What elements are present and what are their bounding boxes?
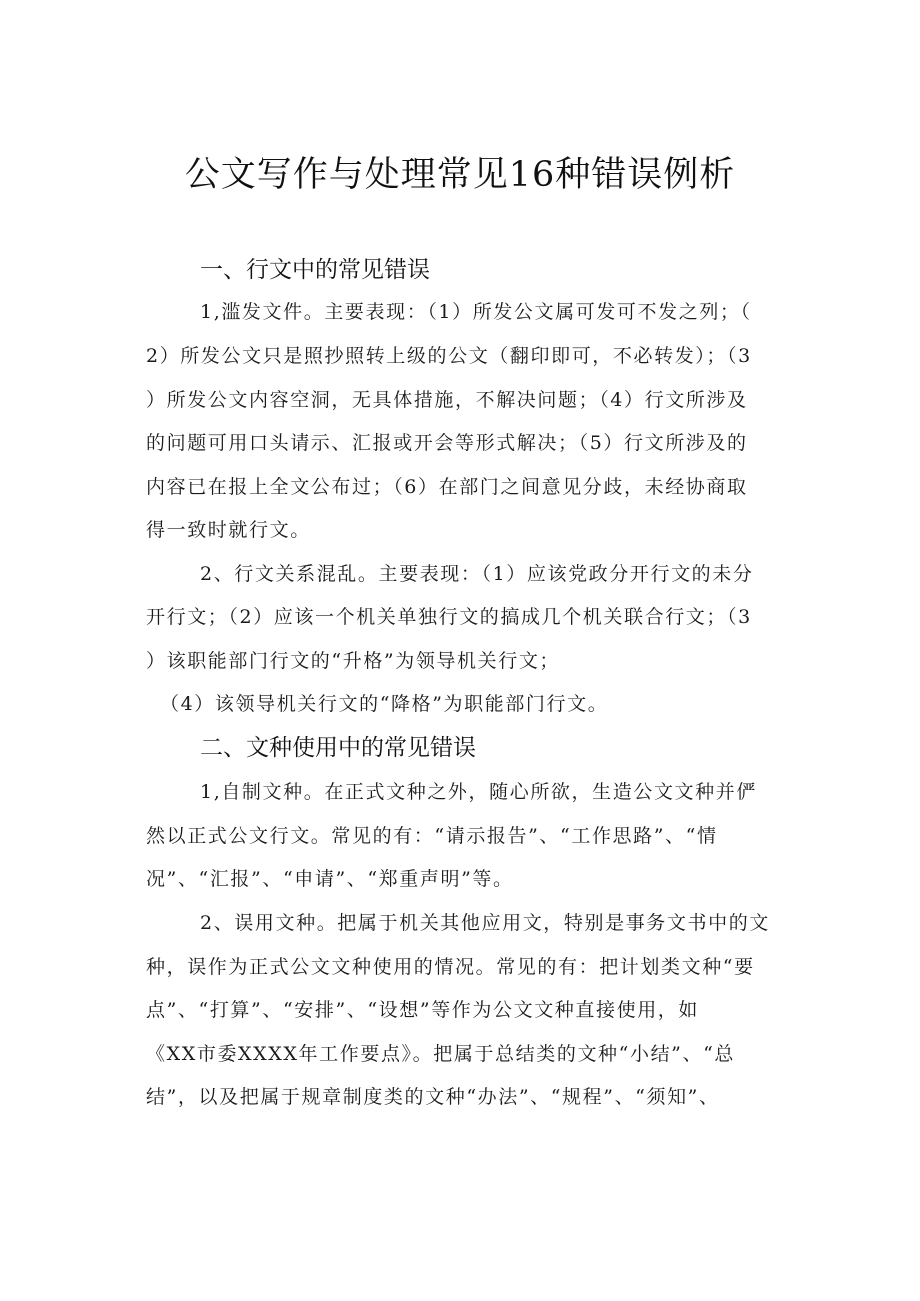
paragraph-line: 2）所发公文只是照抄照转上级的公文（翻印即可，不必转发）；（3: [146, 345, 752, 367]
paragraph-line: 《XX市委XXXX年工作要点》。把属于总结类的文种“小结”、“总: [146, 1043, 735, 1065]
paragraph-line: 1,滥发文件。主要表现：（1）所发公文属可发可不发之列；（: [200, 301, 752, 323]
paragraph-line: ）该职能部门行文的“升格”为领导机关行文；: [146, 650, 561, 672]
paragraph-line: 2、行文关系混乱。主要表现：（1）应该党政分开行文的未分: [200, 563, 754, 585]
paragraph-line: 结”，以及把属于规章制度类的文种“办法”、“规程”、“须知”、: [146, 1086, 720, 1108]
paragraph-line: 得一致时就行文。: [146, 519, 311, 541]
section-1-heading: 一、行文中的常见错误: [200, 257, 430, 283]
paragraph-line: 种，误作为正式公文文种使用的情况。常见的有：把计划类文种“要: [146, 956, 755, 978]
paragraph-line: 开行文；（2）应该一个机关单独行文的搞成几个机关联合行文；（3: [146, 606, 752, 628]
paragraph-line: 1,自制文种。在正式文种之外，随心所欲，生造公文文种并俨: [200, 781, 757, 803]
paragraph-line: 况”、“汇报”、“申请”、“郑重声明”等。: [146, 868, 514, 890]
paragraph-line: 内容已在报上全文公布过；（6）在部门之间意见分歧，未经协商取: [146, 476, 748, 498]
paragraph-line: 点”、“打算”、“安排”、“设想”等作为公文文种直接使用，如: [146, 999, 699, 1021]
document-title: 公文写作与处理常见16种错误例析: [184, 155, 736, 195]
paragraph-line: 的问题可用口头请示、汇报或开会等形式解决；（5）行文所涉及的: [146, 432, 748, 454]
section-2-heading: 二、文种使用中的常见错误: [200, 735, 476, 761]
paragraph-line: 然以正式公文行文。常见的有：“请示报告”、“工作思路”、“情: [146, 825, 718, 847]
paragraph-line: ）所发公文内容空洞，无具体措施，不解决问题；（4）行文所涉及: [146, 389, 748, 411]
paragraph-line: 2、误用文种。把属于机关其他应用文，特别是事务文书中的文: [200, 912, 770, 934]
paragraph-line: （4）该领导机关行文的“降格”为职能部门行文。: [160, 693, 609, 715]
